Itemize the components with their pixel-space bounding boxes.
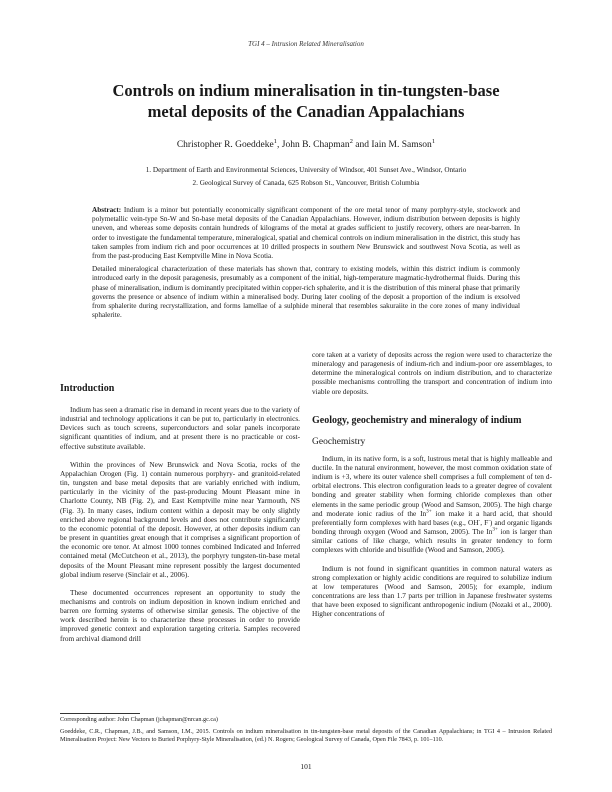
title-line-1: Controls on indium mineralisation in tin-tungsten-base [112,81,500,100]
author-3-affil: 1 [431,137,436,145]
abstract-label: Abstract: [92,206,122,214]
footnote-rule [60,713,140,714]
abstract [92,206,520,324]
author-list [60,137,552,150]
intro-paragraph-1: Indium has seen a dramatic rise in demand in recent years due to the variety of industrial and technology applications it can be put to, particularly in electronics. Devices such as touch screens, superconductors and solar panels incorporate significant quantities of indium, and at present there is no practicable or cost-effective substitute available. [60,405,300,451]
page-number: 101 [300,762,312,771]
geo-paragraph-1 [312,454,552,555]
intro-paragraph-3: These documented occurrences represent an opportunity to study the mechanisms and controls on indium deposition in known indium enriched and barren ore forming systems of otherwise similar genesis. The objective of the work described herein is to characterize these processes in order to provide improved genetic context and exploration targeting criteria. Samples recovered from archival diamond drill [60,587,300,643]
corresponding-author-footnote: Corresponding author: John Chapman (jchapman@nrcan.gc.ca) [60,716,218,723]
ion-charge: - [478,517,481,524]
section-heading-geology: Geology, geochemistry and mineralogy of indium [312,414,522,426]
author-2: John B. Chapman [281,140,350,150]
left-column [60,383,300,652]
running-header: TGI 4 – Intrusion Related Mineralisation [248,40,364,48]
author-separator: and [352,140,372,150]
abstract-text-1: Indium is a minor but potentially economically significant component of the ore metal tenor of many porphyry-style, stockwork and polymetallic vein-type Sn-W and Sn-base metal deposits of the Canadian Appalachians. However, indium distribution between deposits is highly uneven, and whereas some deposits contain hundreds of kilograms of the metal at grades sufficient to justify recovery, others are near-barren. In order to investigate the fundamental temperature, mineralogical, spatial and chemical controls on indium mineralisation in the district, this study has taken samples from indium rich and poor occurrences at 10 drilled prospects in southern New Brunswick and southwest Nova Scotia, as well as from the past-producing East Kemptville Mine in Nova Scotia. [92,206,520,261]
ion-charge: 3+ [426,508,432,515]
citation-footnote: Goeddeke, C.R., Chapman, J.B., and Samson, I.M., 2015. Controls on indium mineralisation in tin-tungsten-base metal deposits of the Canadian Appalachians; in TGI 4 – Intrusion Related Mineralisation Project: New Vectors to Buried Porphyry-Style Mineralisation, (ed.) N. Rogers; Geological Survey of Canada, Open File 7843, p. 101–110. [60,728,552,744]
geo-text: , F [480,517,489,527]
intro-paragraph-4: core taken at a variety of deposits across the region were used to characterize the mineralogy and paragenesis of indium-rich and indium-poor ore assemblages, to determine the mineralogical controls on indium distribution, and to characterize possible mechanisms controlling the transport and concentration of indium into viable ore deposits. [312,350,552,396]
geo-paragraph-2: Indium is not found in significant quantities in common natural waters as strong complexation or highly acidic conditions are required to solubilize indium at low temperatures (Wood and Samson, 2005); for example, indium concentrations are less than 1.7 parts per trillion in Japanese freshwater systems that have been exposed to significant anthropogenic indium (Nozaki et al., 2000). Higher concentrations of [312,563,552,619]
title-line-2: metal deposits of the Canadian Appalachians [147,102,465,121]
ion-charge: - [488,517,490,524]
ion-charge: 3+ [492,526,498,533]
section-heading-introduction: Introduction [60,383,115,394]
affiliation-2: 2. Geological Survey of Canada, 625 Robson St., Vancouver, British Columbia [192,179,420,187]
author-1: Christopher R. Goeddeke [176,140,274,150]
subsection-heading-geochemistry: Geochemistry [312,436,366,447]
paper-title [60,80,552,122]
author-separator: , [277,140,282,150]
author-1-affil: 1 [273,137,277,145]
affiliation-1: 1. Department of Earth and Environmental Sciences, University of Windsor, 401 Sunset Ave., Windsor, Ontario [145,166,467,174]
abstract-paragraph-1 [92,206,520,261]
intro-paragraph-2: Within the provinces of New Brunswick and Nova Scotia, rocks of the Appalachian Orogen (Fig. 1) contain numerous porphyry- and granitoid-related tin, tungsten and base metal deposits that are variably enriched with indium, particularly in the vicinity of the past-producing Mount Pleasant mine in Charlotte County, NB (Fig. 2), and East Kemptville mine near Yarmouth, NS (Fig. 3). In many cases, indium content within a deposit may be only slightly enriched above regional background levels and does not contribute significantly to the economic potential of the deposit. However, at other deposits indium can be present in quantities great enough that it comprises a significant proportion of the economic ore tenor. At almost 1000 tonnes combined Indicated and Inferred contained metal (McCutcheon et al., 2013), the porphyry tungsten-tin-base metal deposits of the Mount Pleasant mine represent possibly the largest documented global indium reserve (Sinclair et al., 2006). [60,459,300,579]
author-3: Iain M. Samson [371,140,432,150]
geo-text: Indium, in its native form, is a soft, lustrous metal that is highly malleable and ductile. In the natural environment, however, the most common oxidation state of indium is +3, where its outer valence shell comprises a full complement of ten d-orbital electrons. This electron configuration leads to a greater degree of covalent bonding and greater stability when forming chloride complexes than other elements in the same periodic group (Wood and Samson, 2005). The high charge and moderate ionic radius of the In [312,453,552,518]
author-2-affil: 2 [349,137,353,145]
geo-text: ion is larger than similar cations of like charge, which results in greater tendency to form complexes with chloride and bisulfide (Wood and Samson, 2005). [312,527,552,555]
right-column [312,350,552,627]
geo-text: ion make it a hard acid, that should preferentially form complexes with hard bases (e.g., OH [312,508,552,527]
abstract-paragraph-2: Detailed mineralogical characterization of these materials has shown that, contrary to existing models, within this district indium is commonly introduced early in the deposit paragenesis, presumably as a component of the initial, high-temperature magmatic-hydrothermal fluids. During this phase of mineralisation, indium is dominantly precipitated within copper-rich sphalerite, and it is the distribution of this mineral phase that primarily governs the presence or absence of indium within a mineralised body. During later cooling of the deposit a proportion of the indium is exsolved from sphalerite during recrystallization, and forms lamellae of a sulphide mineral that resembles sakuraiite in the core zones of many individual sphalerite. [92,265,520,320]
geo-text: ) and organic ligands bonding through oxygen (Wood and Samson, 2005). The In [312,517,553,537]
